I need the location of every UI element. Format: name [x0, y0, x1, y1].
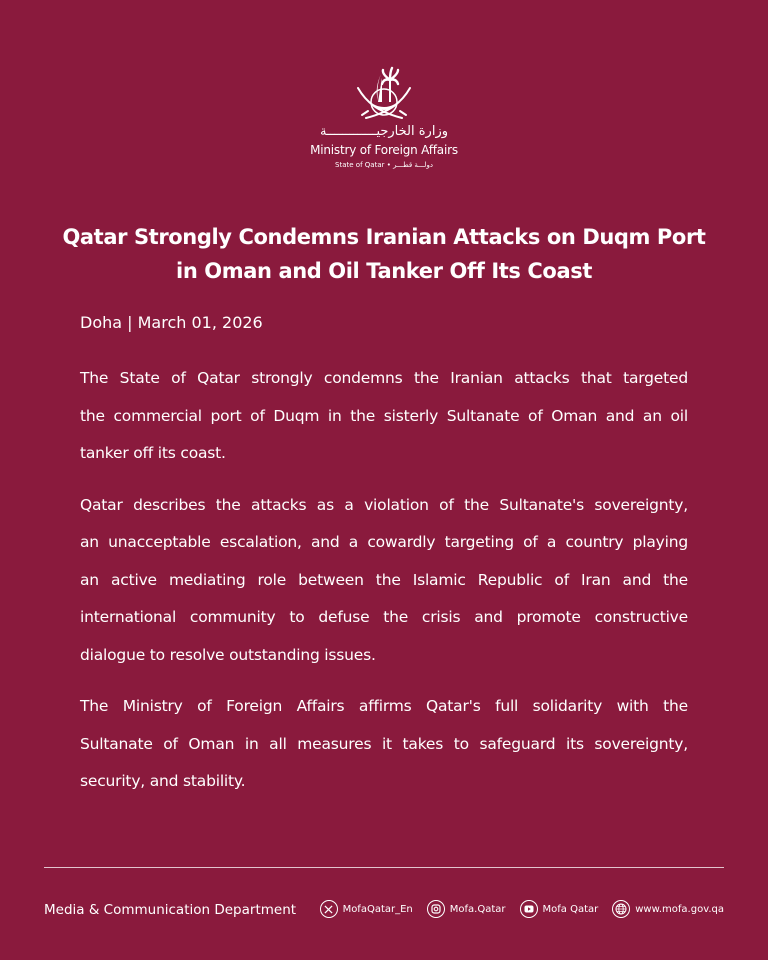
x-link[interactable]	[320, 900, 413, 918]
paragraph-line: dialogue to resolve outstanding issues.	[80, 645, 376, 664]
footer-divider	[44, 867, 724, 868]
footer-department: Media & Communication Department	[44, 902, 297, 918]
qatar-emblem-icon	[352, 58, 416, 124]
website-link[interactable]	[612, 900, 724, 918]
paragraph-line: the commercial port of Duqm in the sisterly Sultanate of Oman and an oil	[80, 406, 688, 425]
page-title-line: Qatar Strongly Condemns Iranian Attacks on Duqm Port	[62, 225, 706, 249]
globe-icon	[612, 900, 630, 918]
paragraph-line: an active mediating role between the Islamic Republic of Iran and the	[80, 570, 688, 589]
paragraph	[80, 688, 688, 801]
youtube-handle: Mofa Qatar	[542, 903, 599, 915]
paragraph-line: security, and stability.	[80, 772, 246, 790]
ministry-name-english: Ministry of Foreign Affairs	[310, 143, 458, 157]
website-url: www.mofa.gov.qa	[635, 903, 724, 915]
paragraph-line: Sultanate of Oman in all measures it takes to safeguard its sovereignty,	[80, 734, 688, 753]
state-line: State of Qatar • دولـــة قطـــر	[335, 161, 433, 169]
ministry-name-arabic: وزارة الخارجيـــــــــــــة	[319, 124, 449, 139]
instagram-icon	[427, 900, 445, 918]
x-icon	[320, 900, 338, 918]
youtube-link[interactable]	[520, 900, 599, 918]
x-handle: MofaQatar_En	[342, 903, 413, 915]
paragraph-line: The State of Qatar strongly condemns the Iranian attacks that targeted	[80, 369, 688, 387]
instagram-link[interactable]	[427, 900, 506, 918]
emblem-container	[0, 58, 768, 128]
paragraph-line: international community to defuse the crisis and promote constructive	[80, 608, 688, 626]
social-links	[320, 900, 724, 918]
paragraph-line: Qatar describes the attacks as a violation of the Sultanate's sovereignty,	[80, 495, 688, 514]
article-body	[80, 360, 688, 815]
page-title-line: in Oman and Oil Tanker Off Its Coast	[176, 259, 592, 283]
paragraph	[80, 487, 688, 675]
paragraph	[80, 360, 688, 473]
youtube-icon	[520, 900, 538, 918]
paragraph-line: tanker off its coast.	[80, 444, 226, 462]
paragraph-line: an unacceptable escalation, and a cowardly targeting of a country playing	[80, 533, 688, 551]
page-title	[60, 220, 708, 288]
dateline: Doha | March 01, 2026	[80, 313, 263, 332]
paragraph-line: The Ministry of Foreign Affairs affirms Qatar's full solidarity with the	[80, 697, 688, 715]
instagram-handle: Mofa.Qatar	[449, 903, 506, 915]
